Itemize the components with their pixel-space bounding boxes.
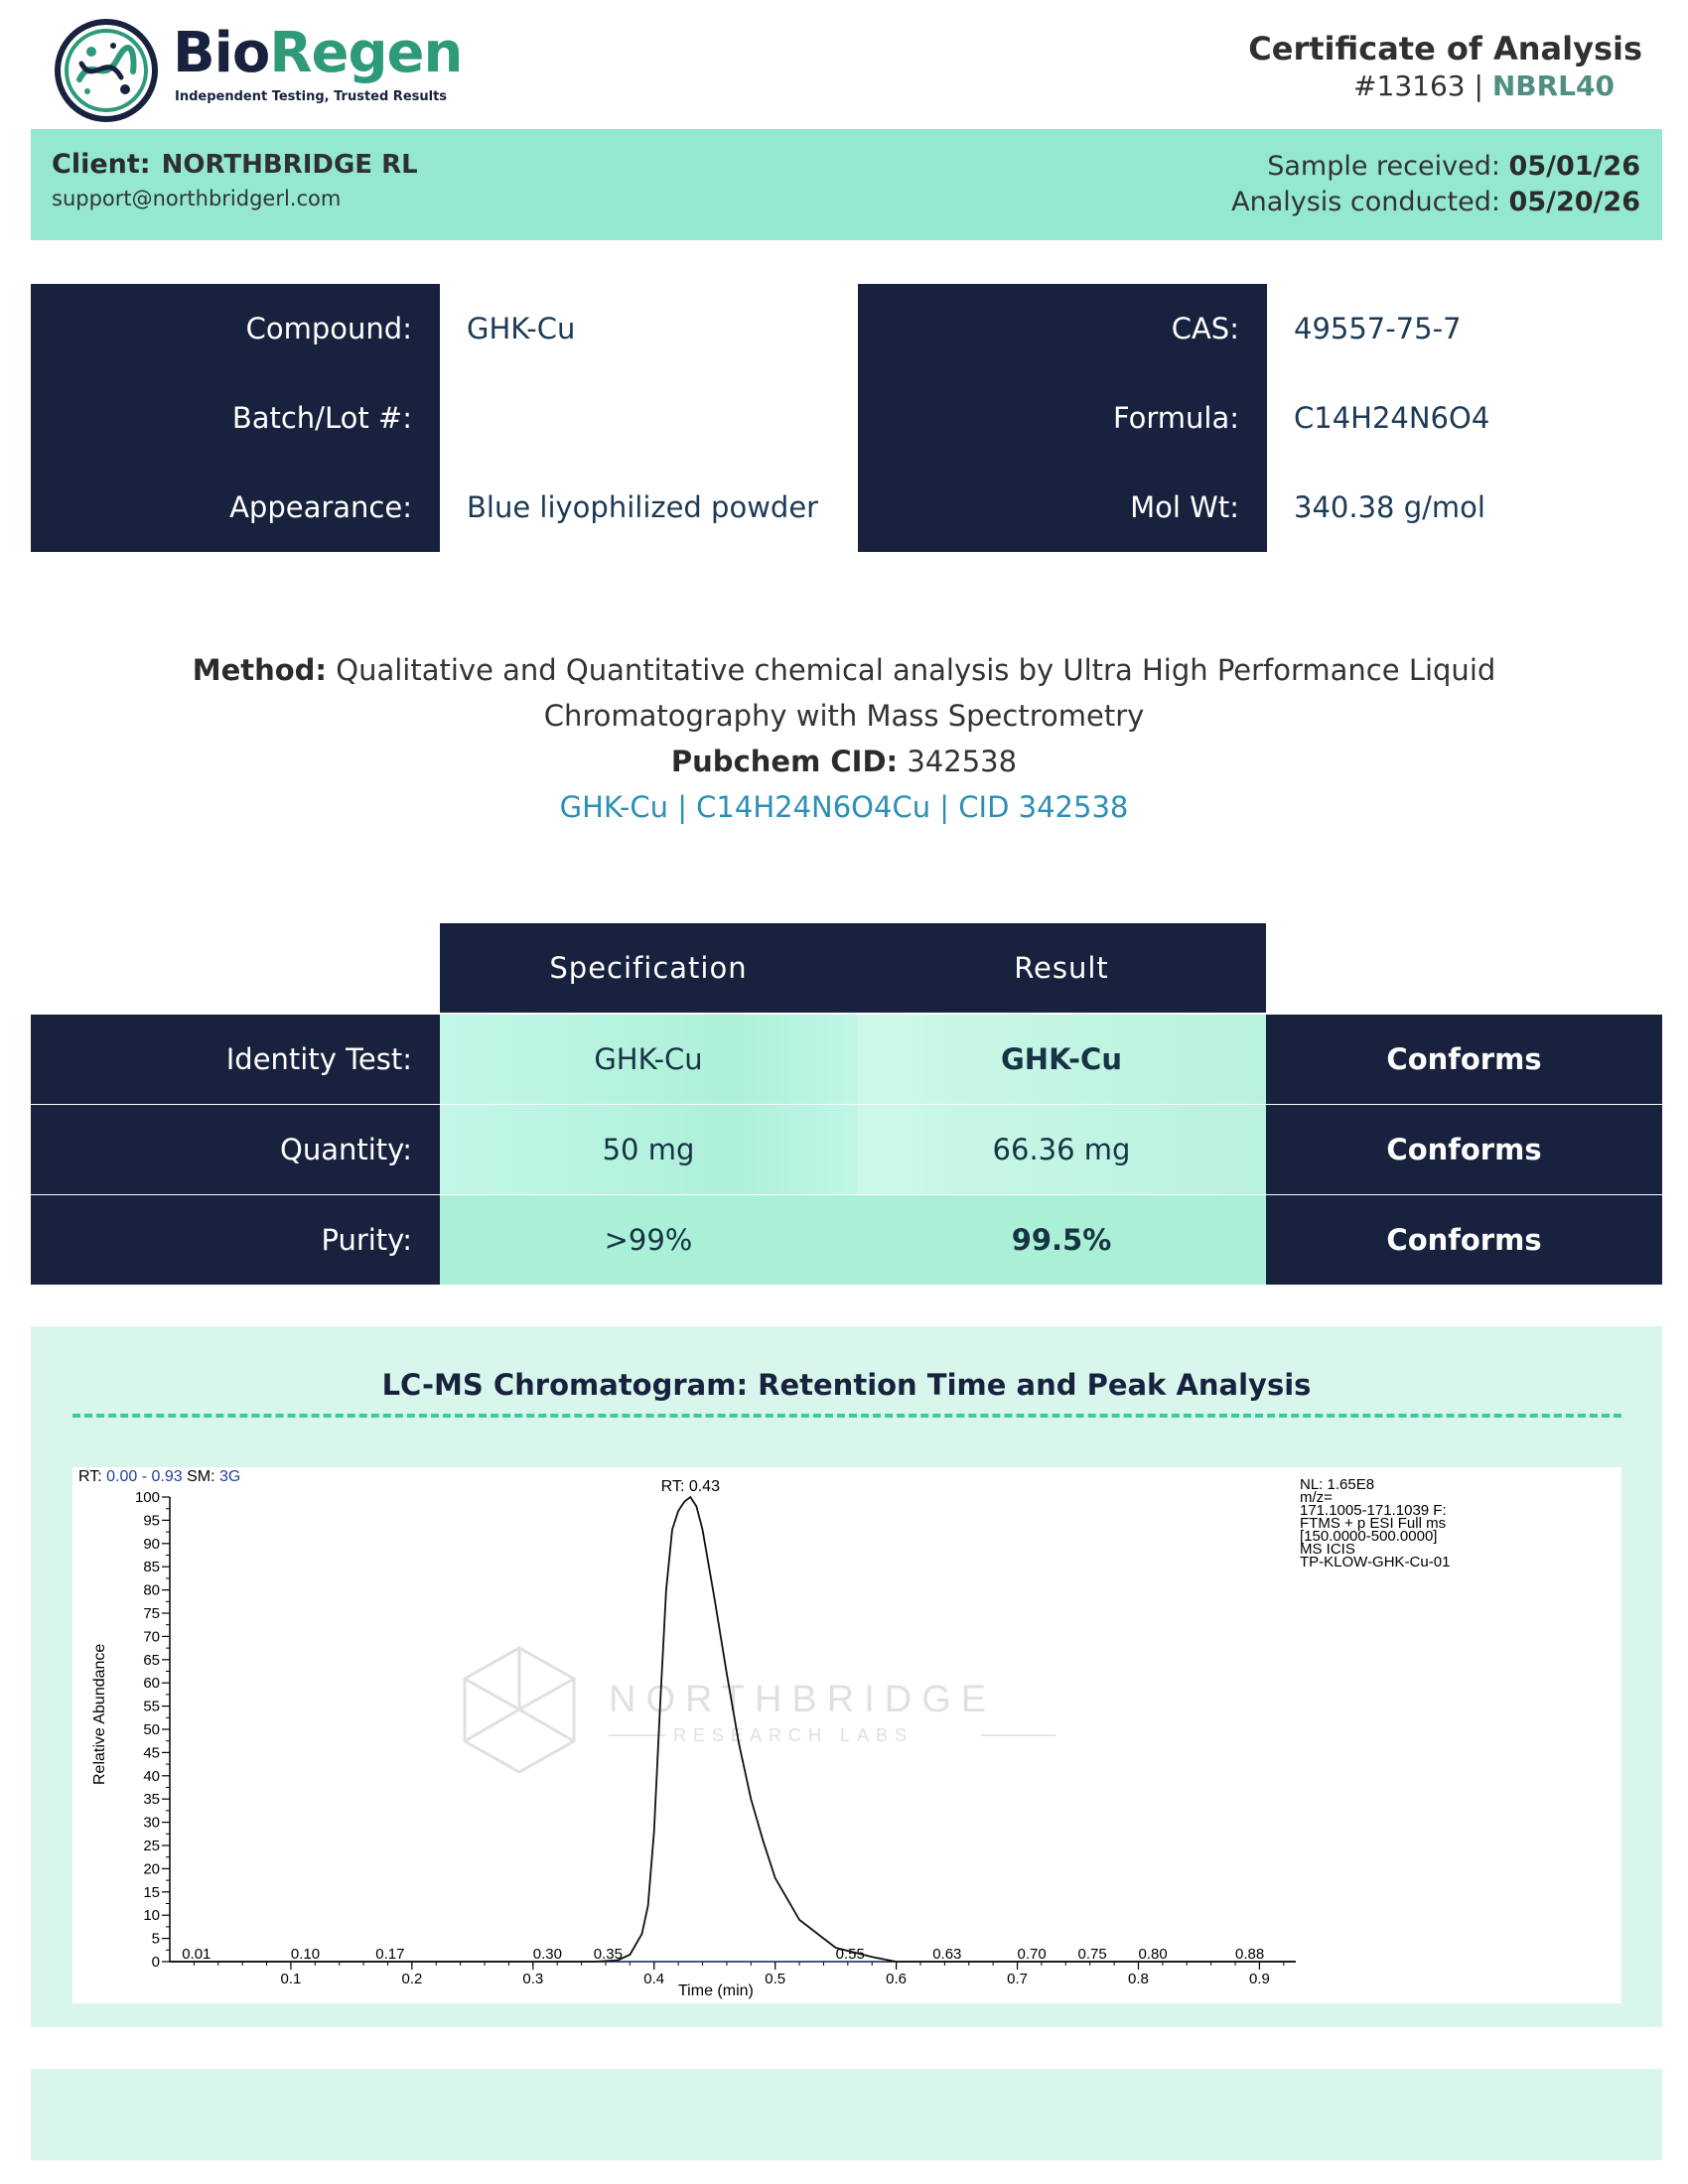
acquisition-info xyxy=(1300,1476,1450,1570)
client-label: Client: xyxy=(52,149,151,180)
batch-value xyxy=(440,373,857,463)
peak-annotations xyxy=(182,1946,1264,1963)
brand-part-2: Regen xyxy=(269,21,463,85)
y-tick-label: 35 xyxy=(143,1791,160,1809)
formula-value: C14H24N6O4 xyxy=(1294,401,1490,435)
sample-received-date: 05/01/26 xyxy=(1508,151,1640,182)
x-axis-label: Time (min) xyxy=(678,1982,754,1999)
y-tick-label: 55 xyxy=(143,1698,160,1715)
acquisition-info-line: MS ICIS xyxy=(1300,1541,1355,1558)
sample-dates xyxy=(1231,149,1640,220)
chromatogram-figure xyxy=(72,1467,1621,2003)
baseline-peak-label: 0.63 xyxy=(932,1946,962,1963)
dashed-divider xyxy=(72,1414,1621,1418)
x-tick-label: 0.2 xyxy=(401,1971,423,1987)
y-tick-label: 45 xyxy=(143,1744,160,1762)
method-section xyxy=(109,647,1579,830)
x-tick-label: 0.3 xyxy=(522,1971,544,1987)
cas-label: CAS: xyxy=(858,284,1267,373)
analysis-conducted-line xyxy=(1231,185,1640,220)
x-tick-label: 0.1 xyxy=(280,1971,302,1987)
quantity-status: Conforms xyxy=(1266,1105,1662,1194)
brand-name xyxy=(173,21,463,85)
identity-test-status: Conforms xyxy=(1266,1015,1662,1104)
y-tick-label: 5 xyxy=(151,1930,160,1948)
y-tick-label: 15 xyxy=(143,1883,160,1901)
baseline-peak-label: 0.17 xyxy=(375,1946,405,1963)
y-tick-label: 0 xyxy=(151,1954,160,1971)
identity-test-label: Identity Test: xyxy=(31,1015,440,1104)
certificate-code: NBRL40 xyxy=(1491,69,1615,102)
brand-part-1: Bio xyxy=(173,21,270,85)
baseline-peak-label: 0.10 xyxy=(290,1946,321,1963)
watermark-sub: RESEARCH LABS xyxy=(673,1725,914,1745)
bioregen-logo-icon xyxy=(52,16,161,125)
results-header xyxy=(440,923,1266,1013)
y-tick-label: 20 xyxy=(143,1860,160,1878)
acquisition-info-line: m/z= xyxy=(1300,1489,1333,1506)
baseline-peak-label: 0.55 xyxy=(835,1946,865,1963)
y-tick-label: 70 xyxy=(143,1628,160,1646)
pubchem-label: Pubchem CID: xyxy=(670,745,899,778)
rt-range: 0.00 - 0.93 xyxy=(106,1468,183,1485)
y-tick-label: 30 xyxy=(143,1814,160,1832)
chromatogram-panel xyxy=(31,1326,1662,2027)
appearance-label: Appearance: xyxy=(31,463,440,552)
compound-value: GHK-Cu xyxy=(467,312,576,345)
main-peak-label: RT: 0.43 xyxy=(660,1478,720,1495)
y-tick-label: 100 xyxy=(134,1489,160,1506)
y-tick-label: 75 xyxy=(143,1605,160,1622)
footer-band xyxy=(31,2069,1662,2160)
y-tick-label: 85 xyxy=(143,1559,160,1576)
brand-logo xyxy=(52,14,469,123)
x-tick-label: 0.4 xyxy=(643,1971,665,1987)
rt-prefix: RT: xyxy=(78,1468,102,1485)
acquisition-info-line: NL: 1.65E8 xyxy=(1300,1476,1375,1493)
baseline-peak-label: 0.80 xyxy=(1138,1946,1168,1963)
pubchem-line xyxy=(109,739,1579,784)
x-tick-label: 0.7 xyxy=(1007,1971,1028,1987)
baseline-peak-label: 0.75 xyxy=(1077,1946,1107,1963)
sm-prefix: SM: xyxy=(187,1468,215,1485)
x-tick-label: 0.6 xyxy=(886,1971,908,1987)
brand-tagline: Independent Testing, Trusted Results xyxy=(175,89,448,104)
pubchem-cid: 342538 xyxy=(907,745,1018,778)
chromatogram-title: LC-MS Chromatogram: Retention Time and Peak Analysis xyxy=(381,1368,1312,1402)
purity-label: Purity: xyxy=(31,1195,440,1285)
analysis-conducted-date: 05/20/26 xyxy=(1508,187,1640,217)
x-tick-label: 0.9 xyxy=(1248,1971,1270,1987)
quantity-spec: 50 mg xyxy=(440,1105,857,1194)
y-tick-label: 65 xyxy=(143,1651,160,1669)
analysis-conducted-label: Analysis conducted: xyxy=(1231,187,1500,217)
certificate-number xyxy=(1353,69,1615,102)
method-line xyxy=(109,647,1579,739)
certificate-id: #13163 xyxy=(1353,69,1466,102)
baseline-peak-label: 0.01 xyxy=(182,1946,211,1963)
x-tick-label: 0.5 xyxy=(765,1971,786,1987)
cas-value: 49557-75-7 xyxy=(1294,312,1462,345)
y-tick-label: 10 xyxy=(143,1907,160,1925)
purity-spec: >99% xyxy=(440,1195,857,1285)
x-tick-label: 0.8 xyxy=(1128,1971,1149,1987)
rt-range-label xyxy=(78,1468,240,1485)
certificate-separator: | xyxy=(1474,69,1483,102)
y-tick-label: 95 xyxy=(143,1512,160,1530)
client-name: NORTHBRIDGE RL xyxy=(161,150,418,180)
baseline-peak-label: 0.70 xyxy=(1017,1946,1047,1963)
watermark-name: NORTHBRIDGE xyxy=(609,1679,997,1720)
y-tick-label: 40 xyxy=(143,1767,160,1785)
acquisition-info-line: FTMS + p ESI Full ms xyxy=(1300,1515,1447,1532)
northbridge-watermark xyxy=(465,1648,1055,1772)
method-label: Method: xyxy=(192,653,328,687)
sample-received-label: Sample received: xyxy=(1267,151,1500,182)
y-axis-ticks xyxy=(135,1489,170,1971)
molwt-value: 340.38 g/mol xyxy=(1294,490,1485,524)
client-line xyxy=(52,149,418,180)
formula-label: Formula: xyxy=(858,373,1267,463)
y-tick-label: 25 xyxy=(143,1838,160,1854)
appearance-value: Blue liyophilized powder xyxy=(467,490,819,524)
baseline-peak-label: 0.30 xyxy=(532,1946,563,1963)
pubchem-link[interactable]: GHK-Cu | C14H24N6O4Cu | CID 342538 xyxy=(559,790,1129,824)
sample-received-line xyxy=(1231,149,1640,185)
result-header: Result xyxy=(1014,951,1109,985)
acquisition-info-line: TP-KLOW-GHK-Cu-01 xyxy=(1300,1554,1451,1570)
watermark-hexagon-icon xyxy=(465,1648,574,1772)
y-tick-label: 60 xyxy=(143,1675,160,1693)
y-tick-label: 80 xyxy=(143,1581,160,1599)
client-email: support@northbridgerl.com xyxy=(52,187,342,210)
sm-value: 3G xyxy=(219,1468,241,1485)
baseline-peak-label: 0.35 xyxy=(593,1946,623,1963)
baseline-peak-label: 0.88 xyxy=(1235,1946,1265,1963)
purity-result: 99.5% xyxy=(857,1195,1266,1285)
acquisition-info-line: [150.0000-500.0000] xyxy=(1300,1528,1438,1545)
quantity-result: 66.36 mg xyxy=(857,1105,1266,1194)
chromatogram-chart xyxy=(72,1467,1621,2003)
molwt-label: Mol Wt: xyxy=(858,463,1267,552)
acquisition-info-line: 171.1005-171.1039 F: xyxy=(1300,1502,1447,1519)
specification-header: Specification xyxy=(549,951,748,985)
y-axis-label: Relative Abundance xyxy=(91,1643,108,1785)
identity-test-result: GHK-Cu xyxy=(857,1015,1266,1104)
compound-label: Compound: xyxy=(31,284,440,373)
batch-label: Batch/Lot #: xyxy=(31,373,440,463)
client-band xyxy=(31,129,1662,240)
document-title: Certificate of Analysis xyxy=(1248,30,1642,68)
method-text: Qualitative and Quantitative chemical analysis by Ultra High Performance Liquid Chromatography with Mass Spectrometry xyxy=(336,653,1496,733)
purity-status: Conforms xyxy=(1266,1195,1662,1285)
y-tick-label: 90 xyxy=(143,1535,160,1553)
quantity-label: Quantity: xyxy=(31,1105,440,1194)
y-tick-label: 50 xyxy=(143,1721,160,1738)
identity-test-spec: GHK-Cu xyxy=(440,1015,857,1104)
